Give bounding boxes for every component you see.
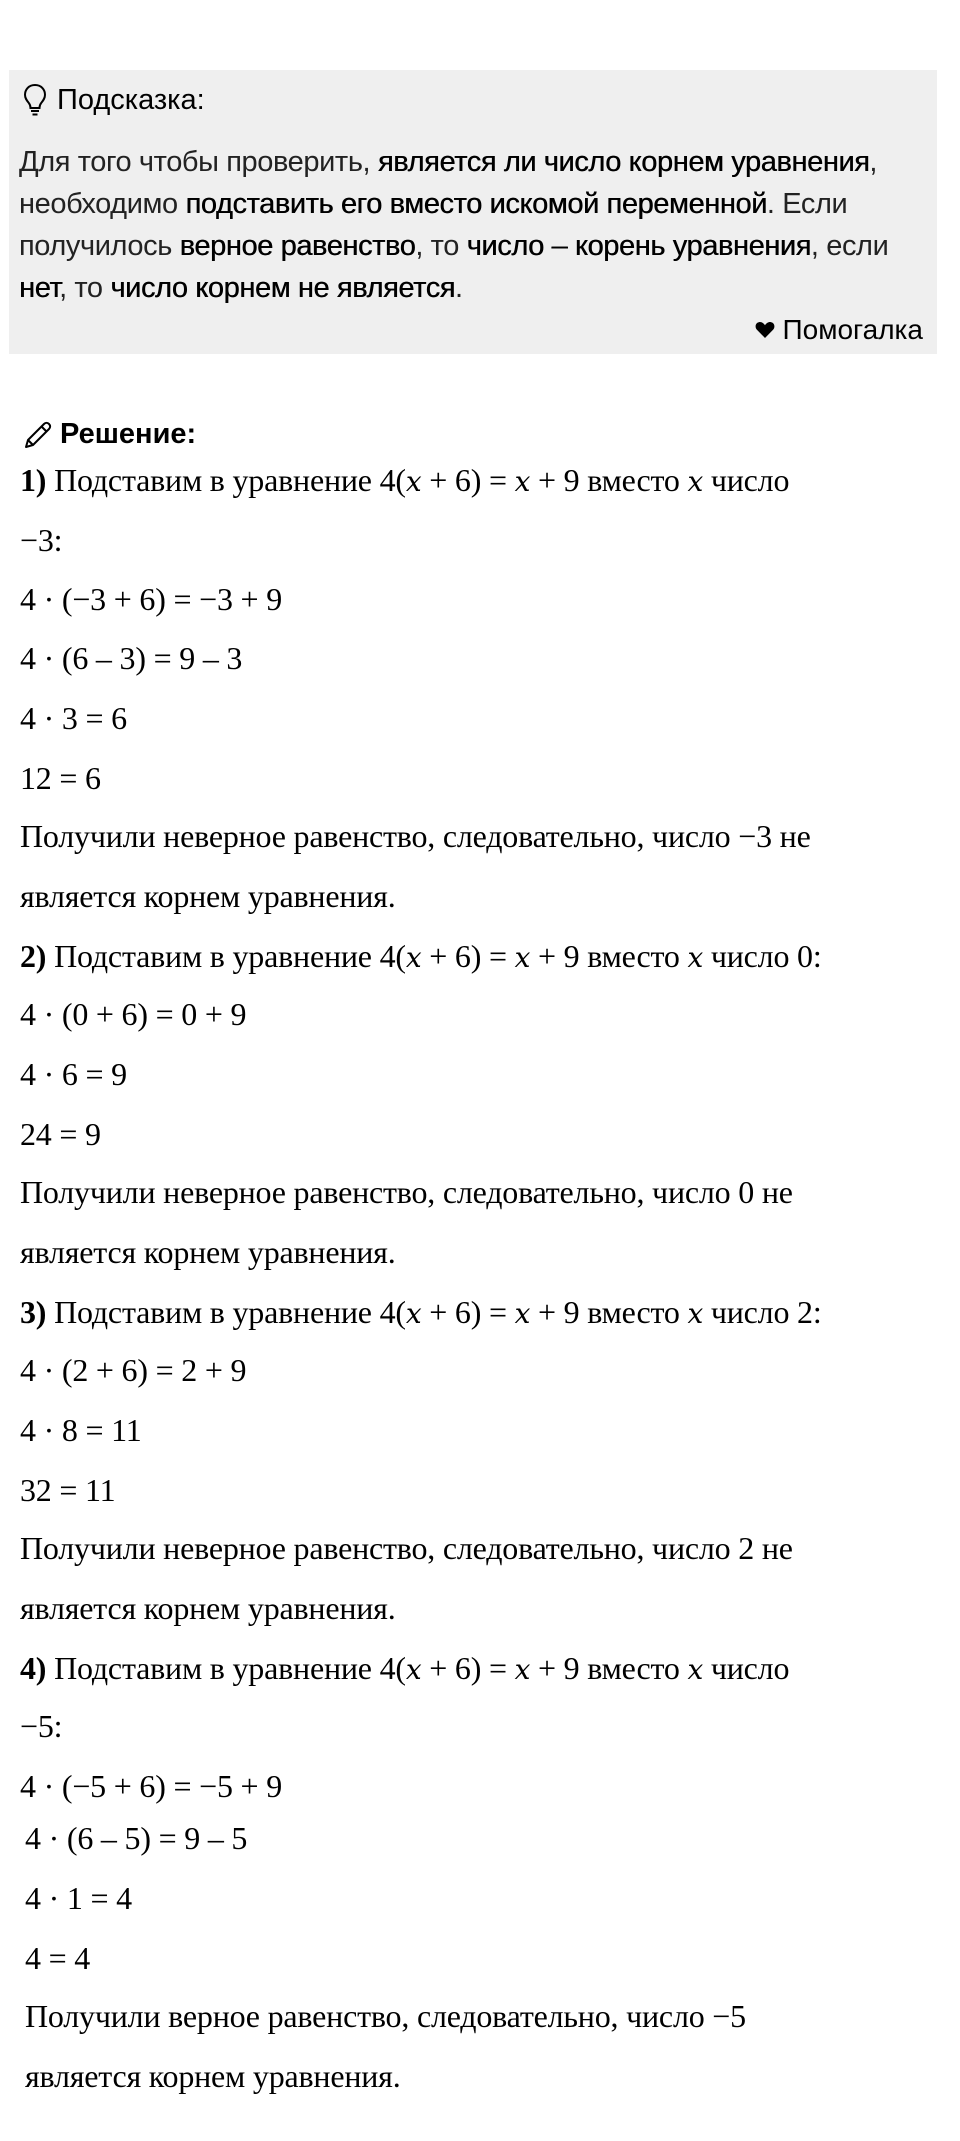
- line-text: + 9 вместо: [530, 1650, 688, 1686]
- line-text: число: [703, 1650, 790, 1686]
- line-text: Подставим в уравнение 4(: [46, 1650, 406, 1686]
- solution-line: [20, 640, 242, 677]
- line-text: 4 · (−3 + 6) = −3 + 9: [20, 581, 283, 617]
- line-text: + 6) =: [421, 938, 515, 974]
- line-text: 12 = 6: [20, 760, 101, 796]
- hint-emphasis: верное равенство: [179, 230, 416, 262]
- line-text: Получили верное равенство, следовательно, число −5: [25, 1998, 746, 2034]
- variable-x: x: [405, 1297, 422, 1330]
- hint-emphasis: нет: [19, 272, 60, 304]
- hint-footer: [755, 314, 923, 346]
- heart-icon: [755, 321, 775, 339]
- line-text: −5:: [20, 1708, 63, 1744]
- line-text: является корнем уравнения.: [20, 878, 396, 914]
- solution-line: [20, 1530, 793, 1567]
- line-text: является корнем уравнения.: [20, 1234, 396, 1270]
- solution-title: Решение:: [60, 418, 197, 450]
- line-text: 4 · 3 = 6: [20, 700, 127, 736]
- solution-line: [20, 818, 811, 855]
- hint-segment: , то: [59, 272, 111, 304]
- line-text: 4 = 4: [25, 1940, 91, 1976]
- solution-line: [20, 996, 246, 1033]
- hint-segment: Для того чтобы проверить,: [19, 146, 378, 178]
- line-text: −3:: [20, 522, 63, 558]
- line-text: + 6) =: [421, 1650, 515, 1686]
- line-text: 24 = 9: [20, 1116, 101, 1152]
- variable-x: x: [687, 465, 704, 498]
- solution-line: [20, 878, 396, 915]
- variable-x: x: [405, 941, 422, 974]
- variable-x: x: [405, 465, 422, 498]
- solution-header: [22, 418, 196, 451]
- variable-x: x: [687, 1653, 704, 1686]
- hint-emphasis: число корнем не является: [110, 272, 455, 304]
- step-number: 1): [20, 462, 47, 498]
- line-text: число 2:: [703, 1294, 822, 1330]
- variable-x: x: [687, 941, 704, 974]
- solution-line: [20, 1116, 101, 1153]
- line-text: Подставим в уравнение 4(: [46, 938, 406, 974]
- solution-line: [20, 760, 101, 797]
- hint-segment: , то: [415, 230, 467, 262]
- hint-box: [9, 70, 937, 354]
- line-text: Получили неверное равенство, следовательно, число 0 не: [20, 1174, 793, 1210]
- line-text: 4 · (0 + 6) = 0 + 9: [20, 996, 247, 1032]
- line-text: 32 = 11: [20, 1472, 116, 1508]
- line-text: 4 · 8 = 11: [20, 1412, 142, 1448]
- step-number: 3): [20, 1294, 47, 1330]
- solution-line: [20, 700, 127, 737]
- line-text: + 9 вместо: [530, 1294, 688, 1330]
- solution-line: [20, 1590, 396, 1627]
- line-text: число: [703, 462, 790, 498]
- line-text: 4 · 6 = 9: [20, 1056, 127, 1092]
- line-text: 4 · (2 + 6) = 2 + 9: [20, 1352, 247, 1388]
- solution-line: [20, 938, 822, 975]
- line-text: Получили неверное равенство, следовательно, число 2 не: [20, 1530, 793, 1566]
- lightbulb-icon: [23, 83, 47, 117]
- solution-line: [20, 1234, 396, 1271]
- line-text: Подставим в уравнение 4(: [46, 1294, 406, 1330]
- solution-line: [20, 1472, 115, 1509]
- line-text: 4 · (−5 + 6) = −5 + 9: [20, 1768, 283, 1804]
- line-text: является корнем уравнения.: [25, 2058, 401, 2094]
- solution-line: [25, 1998, 746, 2035]
- variable-x: x: [687, 1297, 704, 1330]
- hint-emphasis: является ли число корнем уравнения: [377, 146, 870, 178]
- solution-line: [20, 1294, 822, 1331]
- variable-x: x: [514, 941, 531, 974]
- variable-x: x: [514, 1297, 531, 1330]
- variable-x: x: [405, 1653, 422, 1686]
- step-number: 2): [20, 938, 47, 974]
- solution-line: [20, 1708, 62, 1745]
- solution-line: [25, 2058, 401, 2095]
- hint-emphasis: число – корень уравнения: [466, 230, 811, 262]
- hint-segment: . Если получилось: [19, 188, 848, 262]
- solution-line: [20, 1174, 793, 1211]
- hint-segment: , необходимо: [19, 146, 878, 220]
- hint-header: [23, 79, 205, 121]
- solution-line: [20, 462, 789, 499]
- hint-text: [19, 141, 924, 309]
- line-text: является корнем уравнения.: [20, 1590, 396, 1626]
- solution-line: [25, 1880, 132, 1917]
- line-text: 4 · (6 – 3) = 9 – 3: [20, 640, 243, 676]
- solution-line: [20, 1412, 142, 1449]
- line-text: число 0:: [703, 938, 822, 974]
- step-number: 4): [20, 1650, 47, 1686]
- solution-line: [20, 581, 282, 618]
- line-text: Получили неверное равенство, следовательно, число −3 не: [20, 818, 811, 854]
- solution-line: [20, 1768, 282, 1805]
- hint-title: Подсказка:: [57, 83, 205, 116]
- variable-x: x: [514, 465, 531, 498]
- line-text: 4 · (6 – 5) = 9 – 5: [25, 1820, 248, 1856]
- solution-line: [20, 522, 62, 559]
- solution-line: [25, 1940, 90, 1977]
- line-text: + 9 вместо: [530, 462, 688, 498]
- hint-emphasis: подставить его вместо искомой переменной: [185, 188, 767, 220]
- line-text: + 6) =: [421, 1294, 515, 1330]
- solution-line: [20, 1056, 127, 1093]
- line-text: Подставим в уравнение 4(: [46, 462, 406, 498]
- line-text: + 9 вместо: [530, 938, 688, 974]
- pencil-icon: [22, 419, 54, 451]
- variable-x: x: [514, 1653, 531, 1686]
- solution-line: [20, 1352, 246, 1389]
- line-text: 4 · 1 = 4: [25, 1880, 132, 1916]
- hint-segment: .: [454, 272, 463, 304]
- solution-line: [20, 1650, 789, 1687]
- hint-source: Помогалка: [782, 314, 923, 345]
- line-text: + 6) =: [421, 462, 515, 498]
- hint-segment: , если: [810, 230, 889, 262]
- solution-line: [25, 1820, 247, 1857]
